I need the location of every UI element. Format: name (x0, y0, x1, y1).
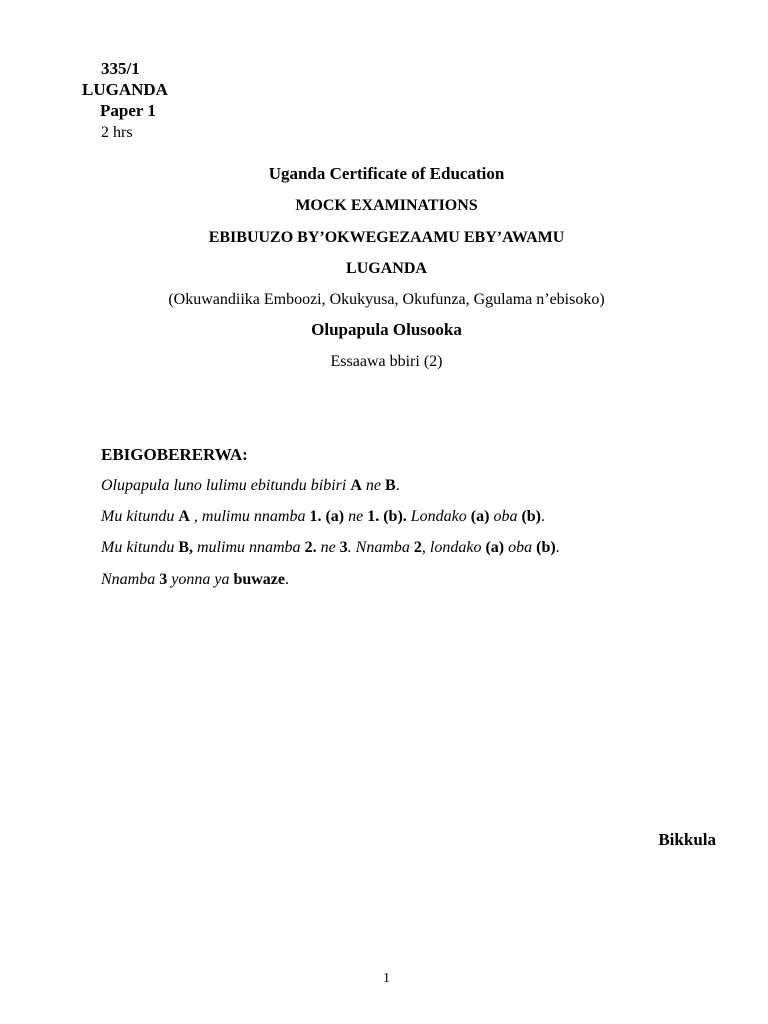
instructions-heading: EBIGOBERERWA: (101, 445, 248, 464)
instr-section-a: A (350, 477, 362, 494)
paper-number: Paper 1 (100, 101, 156, 120)
instr-text: . Nnamba (347, 539, 414, 556)
exam-type: MOCK EXAMINATIONS (295, 197, 478, 214)
instr-bold: 2. (304, 539, 317, 556)
instr-section-b: B (385, 477, 396, 494)
instruction-line-4 (101, 569, 289, 591)
exam-local-title: EBIBUUZO BY’OKWEGEZAAMU EBY’AWAMU (208, 229, 565, 246)
instr-text: Olupapula luno lulimu ebitundu bibiri (101, 477, 351, 494)
instr-text: mulimu nnamba (193, 539, 305, 556)
instr-text: . (541, 508, 545, 525)
instr-text: ne (316, 539, 340, 556)
instr-bold: 2 (413, 539, 422, 556)
instr-text: Mu kitundu (101, 539, 179, 556)
instr-bold: 1. (a) (309, 508, 345, 525)
page-number: 1 (383, 971, 390, 986)
instr-bold: A (178, 508, 190, 525)
certificate-title: Uganda Certificate of Education (268, 164, 505, 183)
instr-bold: 3 (159, 571, 168, 588)
instr-bold: B, (178, 539, 193, 556)
paper-local-title: Olupapula Olusooka (311, 320, 462, 339)
topics-line: (Okuwandiika Emboozi, Okukyusa, Okufunza, Ggulama n’ebisoko) (168, 291, 605, 308)
instruction-line-3 (101, 537, 560, 559)
instr-text: , mulimu nnamba (189, 508, 310, 525)
instr-text: . (555, 539, 560, 556)
instruction-line-2 (101, 506, 545, 528)
subject-name: LUGANDA (82, 80, 168, 99)
instr-text: oba (489, 508, 522, 525)
instr-text: Mu kitundu (101, 508, 179, 525)
instr-text: yonna ya (167, 571, 234, 588)
paper-code: 335/1 (101, 59, 140, 78)
instr-bold: 3 (339, 539, 348, 556)
turn-over-note: Bikkula (658, 830, 716, 849)
instr-bold: (b) (536, 539, 556, 556)
instr-text: oba (504, 539, 537, 556)
instr-text: , londako (421, 539, 486, 556)
instr-bold: 1. (b). (367, 508, 407, 525)
instr-text: ne (344, 508, 368, 525)
time-local: Essaawa bbiri (2) (330, 353, 443, 370)
instr-text: ne (361, 477, 386, 494)
instr-text: Nnamba (101, 571, 160, 588)
instr-bold: (a) (485, 539, 505, 556)
instr-text: Londako (406, 508, 471, 525)
instr-bold: (b) (521, 508, 541, 525)
subject-title: LUGANDA (346, 260, 427, 277)
instr-text: . (395, 477, 400, 494)
instr-bold: buwaze (233, 571, 285, 588)
instr-bold: (a) (470, 508, 490, 525)
instr-text: . (285, 571, 289, 588)
instruction-line-1 (101, 475, 400, 497)
duration: 2 hrs (101, 124, 133, 141)
